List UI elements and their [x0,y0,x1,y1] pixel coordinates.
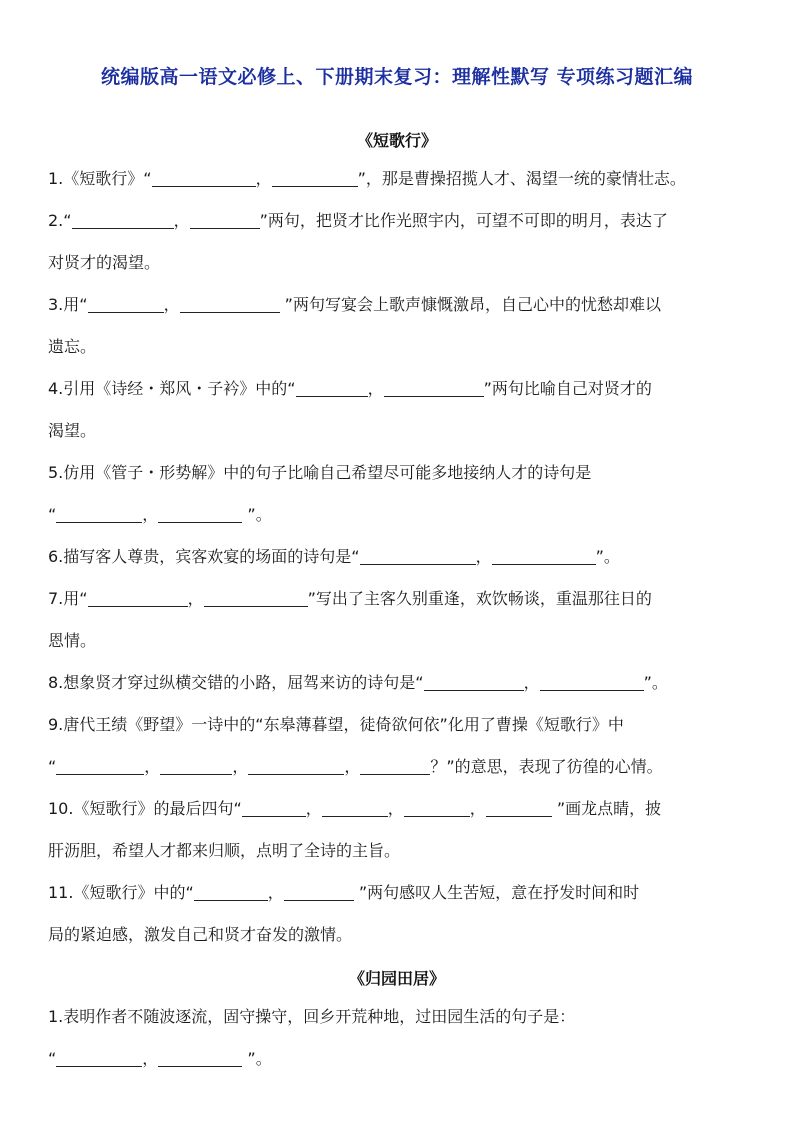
answer-blank[interactable] [248,758,344,775]
question-8 [48,672,748,694]
question-text: “ [48,757,57,776]
question-text: ”两句，把贤才比作光照宇内，可望不可即的明月，表达了 [259,211,668,230]
answer-blank[interactable] [272,170,358,187]
question-1 [48,168,748,190]
question-7-continued: 恩情。 [48,631,97,650]
question-text: 10.《短歌行》的最后四句“ [48,799,242,818]
question-7 [48,588,748,610]
answer-blank[interactable] [486,800,552,817]
blank-separator: ， [142,505,159,524]
answer-blank[interactable] [72,212,174,229]
answer-blank[interactable] [194,884,268,901]
answer-blank[interactable] [322,800,388,817]
question-4-continued: 渴望。 [48,421,97,440]
question-text: ”。 [643,673,668,692]
answer-blank[interactable] [540,674,644,691]
question-11 [48,882,748,904]
question-text: 3.用“ [48,295,88,314]
page-title: 统编版高一语文必修上、下册期末复习：理解性默写 专项练习题汇编 [100,66,694,88]
answer-blank[interactable] [242,800,306,817]
blank-separator: ， [469,799,486,818]
question-9-continued [48,756,748,778]
blank-separator: ， [344,757,361,776]
question-text: ”。 [242,1049,272,1068]
answer-blank[interactable] [424,674,524,691]
blank-separator: ， [142,1049,159,1068]
question-text: ”两句比喻自己对贤才的 [483,379,652,398]
answer-blank[interactable] [56,758,144,775]
question-text: “ [48,505,57,524]
answer-blank[interactable] [180,296,280,313]
answer-blank[interactable] [360,548,476,565]
question-9: 9.唐代王绩《野望》一诗中的“东皋薄暮望，徒倚欲何依”化用了曹操《短歌行》中 [48,715,624,734]
blank-separator: ， [367,379,384,398]
blank-separator: ， [144,757,161,776]
answer-blank[interactable] [158,1050,242,1067]
blank-separator: ， [173,211,190,230]
section-heading-duangexing: 《短歌行》 [356,131,437,150]
question-text: ”两句感叹人生苦短，意在抒发时间和时 [353,883,640,902]
answer-blank[interactable] [190,212,260,229]
answer-blank[interactable] [204,590,308,607]
blank-separator: ， [523,673,540,692]
question-10-continued: 肝沥胆，希望人才都来归顺，点明了全诗的主旨。 [48,841,401,860]
question-text: “ [48,1049,57,1068]
question-text: ”的意思，表现了彷徨的心情。 [446,757,663,776]
answer-blank[interactable] [56,506,142,523]
answer-blank[interactable] [492,548,596,565]
question-10 [48,798,748,820]
blank-separator: ， [387,799,404,818]
question-text: 11.《短歌行》中的“ [48,883,194,902]
blank-separator: ？ [430,757,447,776]
question-2-continued: 对贤才的渴望。 [48,253,161,272]
blank-separator: ， [305,799,322,818]
blank-separator: ， [232,757,249,776]
question-text: ”写出了主客久别重逢，欢饮畅谈，重温那往日的 [307,589,652,608]
question-guiyuan-1: 1.表明作者不随波逐流，固守操守，回乡开荒种地，过田园生活的句子是： [48,1007,576,1026]
question-guiyuan-1-continued [48,1048,748,1070]
section-heading-guiyuantianju: 《归园田居》 [348,969,445,988]
question-3 [48,294,748,316]
question-11-continued: 局的紧迫感，激发自己和贤才奋发的激情。 [48,925,353,944]
answer-blank[interactable] [158,506,242,523]
question-text: ”，那是曹操招揽人才、渴望一统的豪情壮志。 [357,169,686,188]
question-2 [48,210,748,232]
answer-blank[interactable] [152,170,256,187]
answer-blank[interactable] [160,758,232,775]
question-text: 1.《短歌行》“ [48,169,152,188]
question-text: 8.想象贤才穿过纵横交错的小路，屈驾来访的诗句是“ [48,673,424,692]
blank-separator: ， [187,589,204,608]
blank-separator: ， [255,169,272,188]
question-text: 2.“ [48,211,72,230]
blank-separator: ， [475,547,492,566]
question-text: 4.引用《诗经・郑风・子衿》中的“ [48,379,296,398]
question-4 [48,378,748,400]
answer-blank[interactable] [360,758,430,775]
question-5-continued [48,504,748,526]
question-text: 6.描写客人尊贵，宾客欢宴的场面的诗句是“ [48,547,360,566]
answer-blank[interactable] [296,380,368,397]
answer-blank[interactable] [56,1050,142,1067]
question-3-continued: 遗忘。 [48,337,97,356]
question-text: ”两句写宴会上歌声慷慨激昂，自己心中的忧愁却难以 [279,295,661,314]
question-text: ”。 [242,505,272,524]
blank-separator: ， [163,295,180,314]
blank-separator: ， [267,883,284,902]
answer-blank[interactable] [384,380,484,397]
question-6 [48,546,748,568]
answer-blank[interactable] [88,590,188,607]
answer-blank[interactable] [88,296,164,313]
question-5: 5.仿用《管子・形势解》中的句子比喻自己希望尽可能多地接纳人才的诗句是 [48,463,592,482]
answer-blank[interactable] [404,800,470,817]
answer-blank[interactable] [284,884,354,901]
question-text: ”画龙点睛，披 [551,799,662,818]
question-text: ”。 [595,547,620,566]
question-text: 7.用“ [48,589,88,608]
